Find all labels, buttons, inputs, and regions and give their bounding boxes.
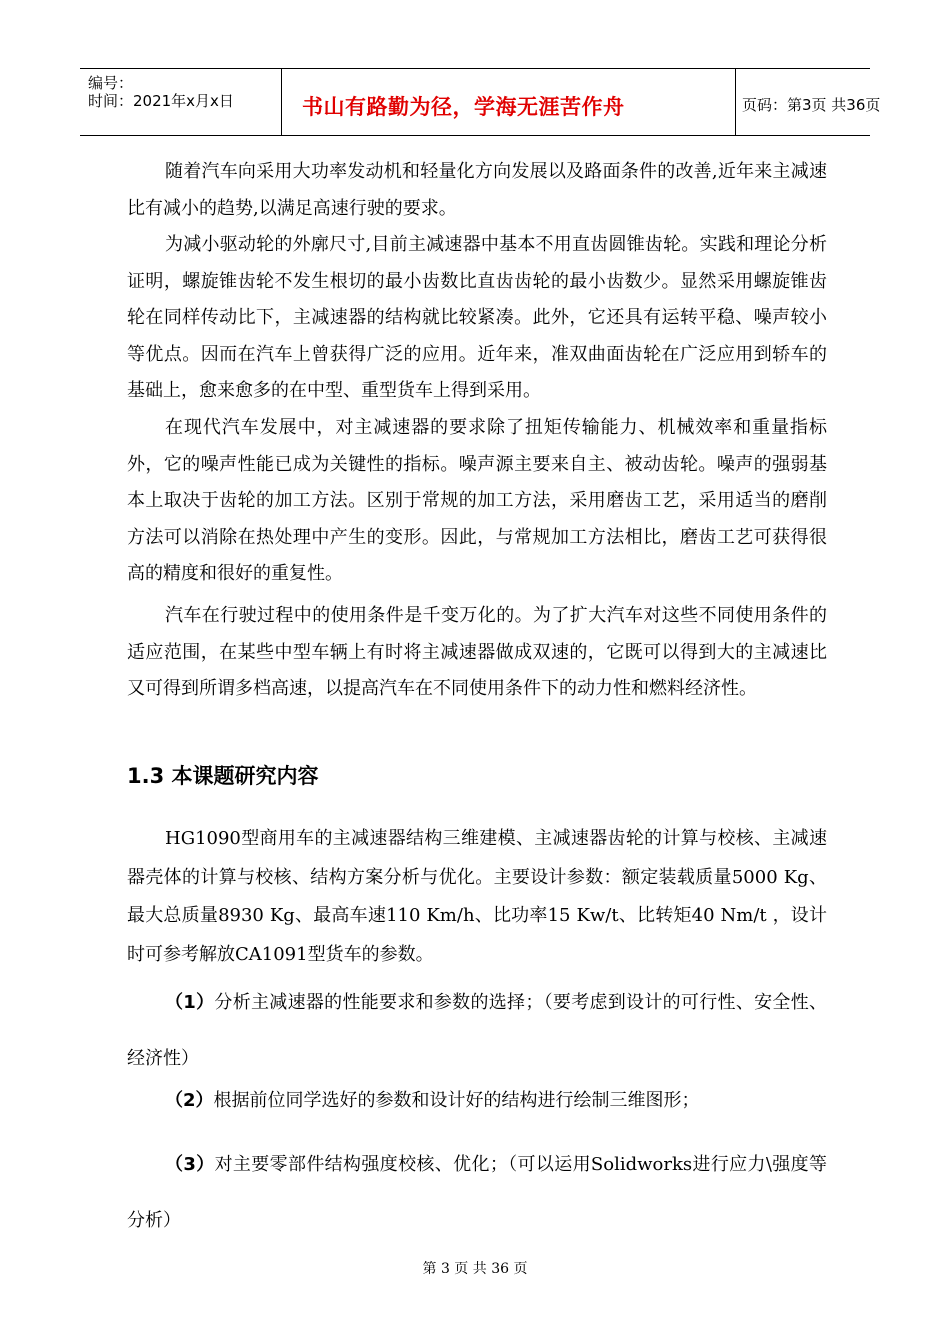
page-header [80, 68, 881, 136]
header-motto-cell [282, 69, 736, 135]
paragraph-4: 汽车在行驶过程中的使用条件是千变万化的。为了扩大汽车对这些不同使用条件的适应范围，在某些中型车辆上有时将主减速器做成双速的，它既可以得到大的主减速比又可得到所谓多档高速，以提高汽车在不同使用条件下的动力性和燃料经济性。 [127, 605, 827, 699]
item-text: 对主要零部件结构强度校核、优化；（可以运用Solidworks进行应力\强度等分析） [127, 1154, 827, 1231]
header-info-cell [80, 69, 282, 135]
header-page-cell [736, 69, 881, 135]
paragraph-5: HG1090型商用车的主减速器结构三维建模、主减速器齿轮的计算与校核、主减速器壳体的计算与校核、结构方案分析与优化。主要设计参数：额定装载质量5000 Kg、最大总质量8930 Kg、最高车速110 Km/h、比功率15 Kw/t、比转矩40 Nm/t ，设计时可参考解放CA1091型货车的参数。 [127, 828, 827, 965]
number-label: 编号： [88, 74, 134, 92]
paragraph-3: 在现代汽车发展中，对主减速器的要求除了扭矩传输能力、机械效率和重量指标外，它的噪声性能已成为关键性的指标。噪声源主要来自主、被动齿轮。噪声的强弱基本上取决于齿轮的加工方法。区别于常规的加工方法，采用磨齿工艺，采用适当的磨削方法可以消除在热处理中产生的变形。因此，与常规加工方法相比，磨齿工艺可获得很高的精度和很好的重复性。 [127, 417, 827, 584]
item-text: 分析主减速器的性能要求和参数的选择；（要考虑到设计的可行性、安全性、经济性） [127, 992, 827, 1069]
item-number: （2） [165, 1090, 214, 1111]
item-number: （1） [165, 992, 215, 1013]
list-item [127, 975, 827, 1087]
item-number: （3） [165, 1154, 215, 1175]
item-text: 根据前位同学选好的参数和设计好的结构进行绘制三维图形； [213, 1090, 700, 1111]
page-code: 页码：第3页 共36页 [742, 96, 881, 114]
paragraph-1: 随着汽车向采用大功率发动机和轻量化方向发展以及路面条件的改善,近年来主减速比有减小的趋势,以满足高速行驶的要求。 [127, 161, 827, 219]
paragraph-2: 为减小驱动轮的外廓尺寸,目前主减速器中基本不用直齿圆锥齿轮。实践和理论分析证明，螺旋锥齿轮不发生根切的最小齿数比直齿齿轮的最小齿数少。显然采用螺旋锥齿轮在同样传动比下，主减速器的结构就比较紧凑。此外，它还具有运转平稳、噪声较小等优点。因而在汽车上曾获得广泛的应用。近年来，准双曲面齿轮在广泛应用到轿车的基础上，愈来愈多的在中型、重型货车上得到采用。 [127, 234, 827, 401]
page-footer: 第 3 页 共 36 页 [422, 1261, 528, 1277]
motto: 书山有路勤为径，学海无涯苦作舟 [302, 95, 625, 119]
section-heading: 1.3 本课题研究内容 [127, 764, 319, 788]
list-item [127, 1137, 827, 1249]
list-item [127, 1073, 827, 1129]
time-label: 时间：2021年x月x日 [88, 92, 234, 110]
